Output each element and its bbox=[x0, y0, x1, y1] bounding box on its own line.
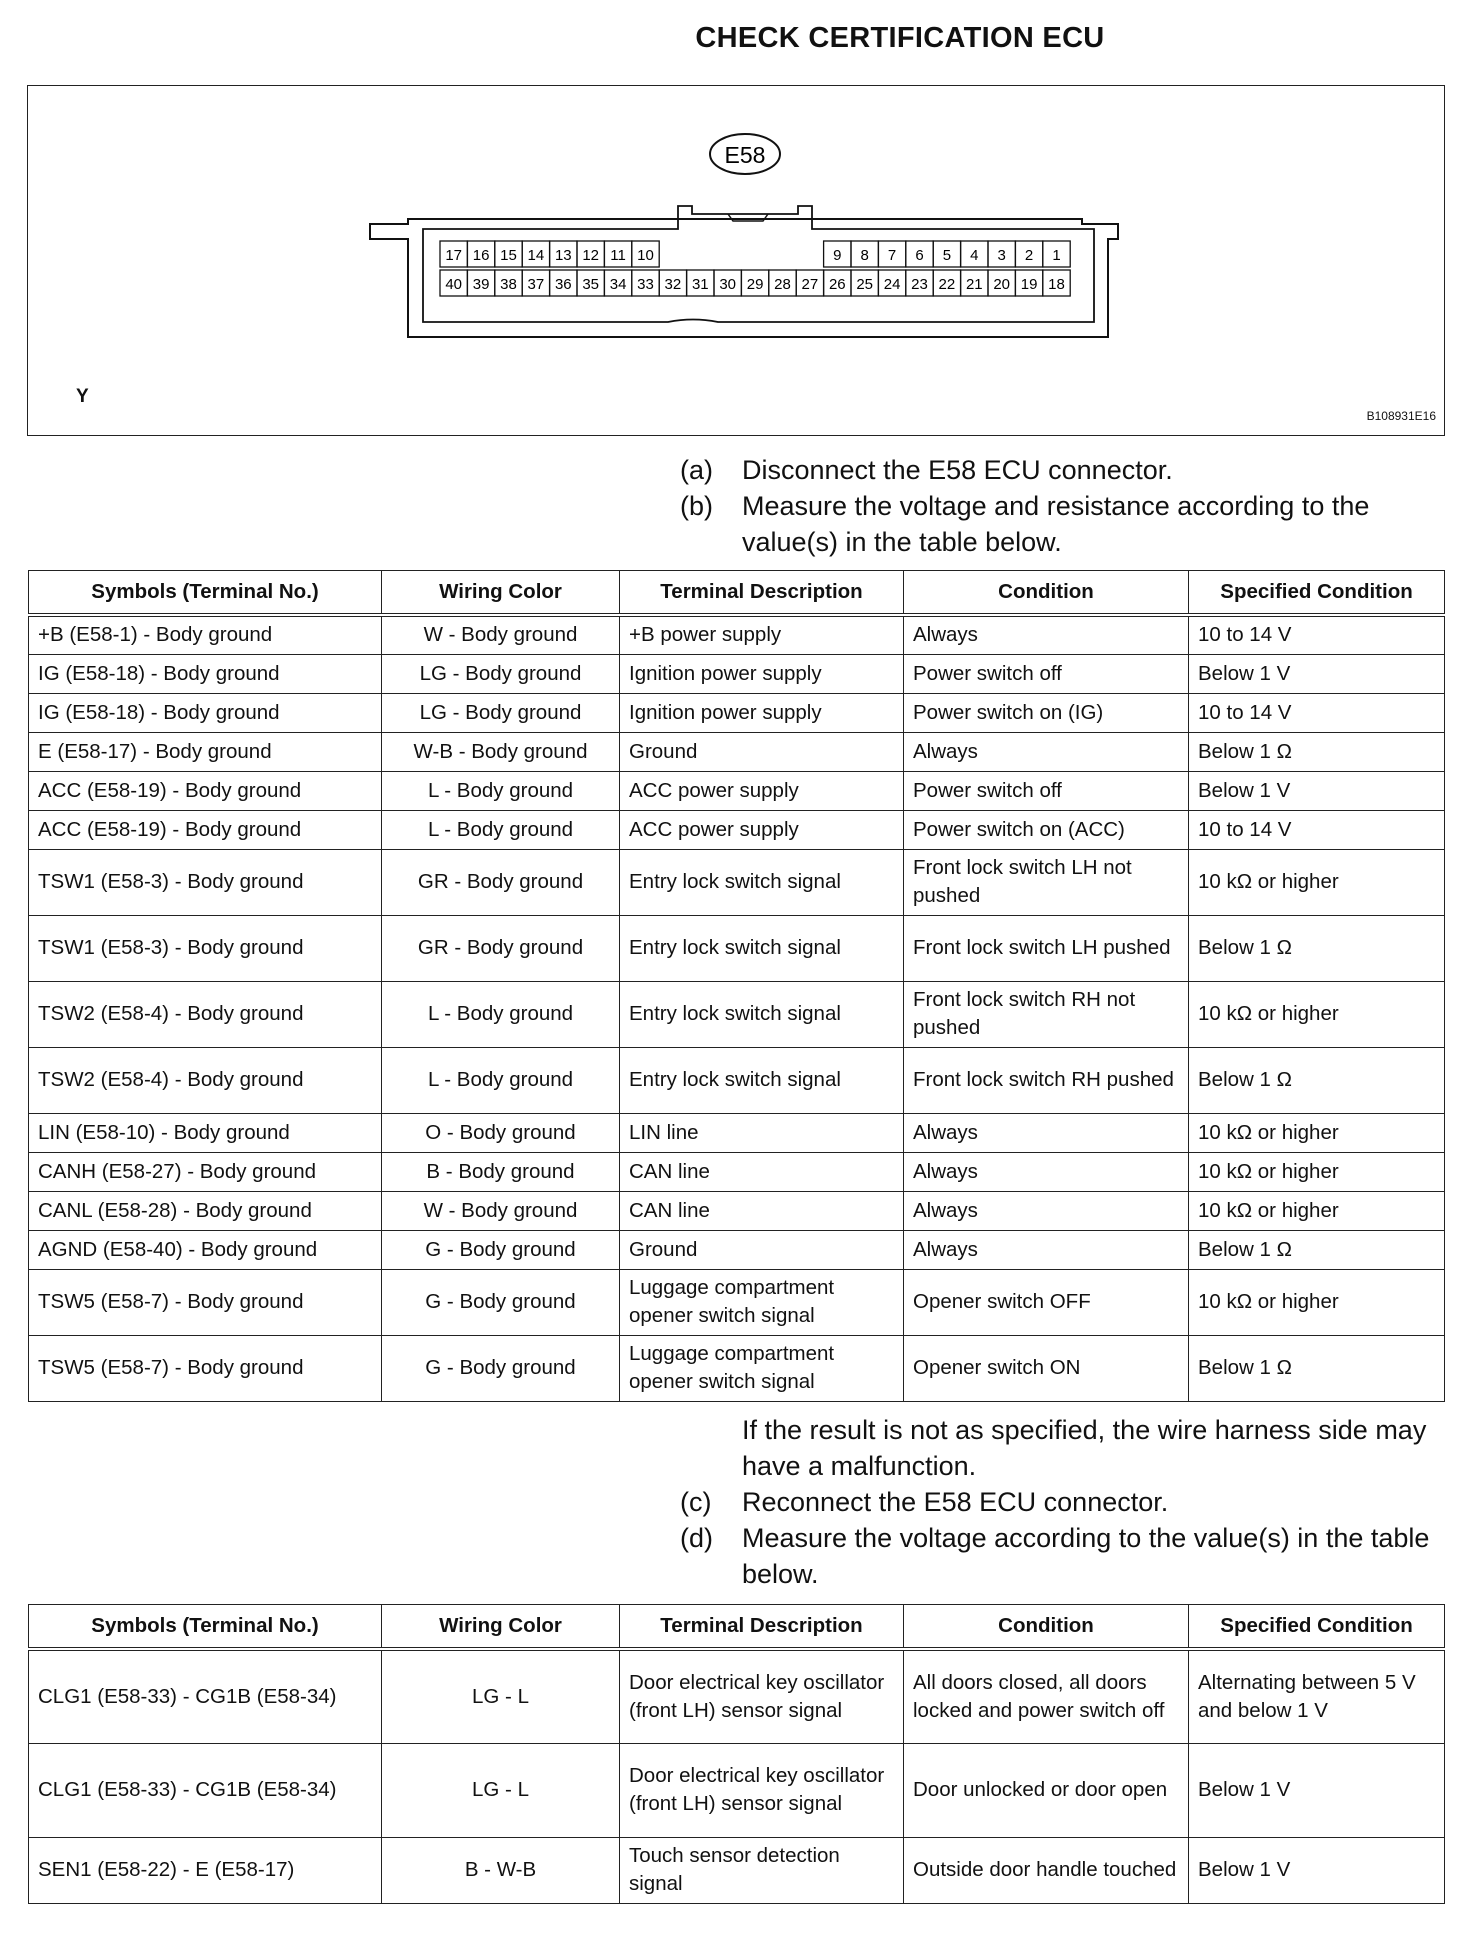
table-row bbox=[29, 915, 1445, 981]
table-cell: Entry lock switch signal bbox=[620, 915, 904, 981]
pin-number: 4 bbox=[970, 247, 979, 264]
table-cell: 10 kΩ or higher bbox=[1189, 1113, 1445, 1152]
pin-number: 18 bbox=[1048, 276, 1065, 293]
pin-number: 31 bbox=[691, 276, 709, 293]
table-cell: L - Body ground bbox=[382, 981, 620, 1047]
table-cell: Ignition power supply bbox=[620, 693, 904, 732]
table-cell: Below 1 Ω bbox=[1189, 915, 1445, 981]
table-cell: W-B - Body ground bbox=[382, 732, 620, 771]
table-cell: 10 kΩ or higher bbox=[1189, 981, 1445, 1047]
table-cell: 10 kΩ or higher bbox=[1189, 1269, 1445, 1335]
table-cell: Always bbox=[904, 1152, 1189, 1191]
table-cell: Always bbox=[904, 1113, 1189, 1152]
table-cell: 10 to 14 V bbox=[1189, 615, 1445, 654]
table-cell: ACC (E58-19) - Body ground bbox=[29, 771, 382, 810]
table-row bbox=[29, 1743, 1445, 1837]
table-cell: Front lock switch LH pushed bbox=[904, 915, 1189, 981]
column-header: Terminal Description bbox=[620, 1605, 904, 1650]
figure-id: B108931E16 bbox=[1366, 409, 1436, 423]
table-row bbox=[29, 615, 1445, 654]
table-cell: L - Body ground bbox=[382, 771, 620, 810]
table-row bbox=[29, 1269, 1445, 1335]
table-cell: Door unlocked or door open bbox=[904, 1743, 1189, 1837]
table-cell: L - Body ground bbox=[382, 1047, 620, 1113]
table-cell: Entry lock switch signal bbox=[620, 1047, 904, 1113]
page-title: CHECK CERTIFICATION ECU bbox=[695, 22, 1105, 54]
table-cell: Ground bbox=[620, 732, 904, 771]
table-cell: ACC power supply bbox=[620, 810, 904, 849]
connector-drawing bbox=[28, 86, 1446, 437]
pin-number: 8 bbox=[860, 247, 869, 264]
pin-number: 33 bbox=[637, 276, 654, 293]
table-row bbox=[29, 1649, 1445, 1743]
step-item bbox=[680, 1520, 1460, 1592]
table-cell: B - W-B bbox=[382, 1837, 620, 1903]
table-cell: W - Body ground bbox=[382, 1191, 620, 1230]
table-cell: Below 1 V bbox=[1189, 654, 1445, 693]
pin-number: 37 bbox=[527, 276, 545, 293]
step-text: Reconnect the E58 ECU connector. bbox=[742, 1487, 1169, 1517]
table-cell: Below 1 V bbox=[1189, 771, 1445, 810]
table-cell: Always bbox=[904, 732, 1189, 771]
table-cell: Entry lock switch signal bbox=[620, 981, 904, 1047]
table-cell: B - Body ground bbox=[382, 1152, 620, 1191]
pin-number: 11 bbox=[610, 247, 626, 264]
table-cell: GR - Body ground bbox=[382, 849, 620, 915]
table-row bbox=[29, 1047, 1445, 1113]
step-label: (a) bbox=[680, 455, 713, 485]
table-cell: TSW1 (E58-3) - Body ground bbox=[29, 915, 382, 981]
column-header: Specified Condition bbox=[1189, 1605, 1445, 1650]
pin-number: 39 bbox=[472, 276, 490, 293]
table-cell: TSW5 (E58-7) - Body ground bbox=[29, 1335, 382, 1401]
table-cell: G - Body ground bbox=[382, 1230, 620, 1269]
table-cell: Always bbox=[904, 615, 1189, 654]
pin-number: 38 bbox=[500, 276, 517, 293]
table-cell: LIN line bbox=[620, 1113, 904, 1152]
table-cell: Touch sensor detection signal bbox=[620, 1837, 904, 1903]
table-cell: +B power supply bbox=[620, 615, 904, 654]
table-cell: 10 kΩ or higher bbox=[1189, 849, 1445, 915]
table-cell: Luggage compartment opener switch signal bbox=[620, 1269, 904, 1335]
table-cell: LIN (E58-10) - Body ground bbox=[29, 1113, 382, 1152]
pin-number: 30 bbox=[719, 276, 737, 293]
pin-number: 24 bbox=[883, 276, 901, 293]
column-header: Specified Condition bbox=[1189, 571, 1445, 616]
table-row bbox=[29, 654, 1445, 693]
pin-number: 15 bbox=[500, 247, 517, 264]
table-row bbox=[29, 771, 1445, 810]
table-cell: CLG1 (E58-33) - CG1B (E58-34) bbox=[29, 1743, 382, 1837]
table-cell: Always bbox=[904, 1191, 1189, 1230]
table-cell: L - Body ground bbox=[382, 810, 620, 849]
table-row bbox=[29, 1191, 1445, 1230]
table-cell: Always bbox=[904, 1230, 1189, 1269]
table-row bbox=[29, 1230, 1445, 1269]
table-cell: Below 1 Ω bbox=[1189, 1335, 1445, 1401]
step-label: (c) bbox=[680, 1487, 712, 1517]
column-header: Wiring Color bbox=[382, 571, 620, 616]
table-cell: Door electrical key oscillator (front LH) sensor signal bbox=[620, 1649, 904, 1743]
view-marker: Y bbox=[76, 386, 89, 407]
table-cell: SEN1 (E58-22) - E (E58-17) bbox=[29, 1837, 382, 1903]
table-cell: 10 kΩ or higher bbox=[1189, 1152, 1445, 1191]
pin-number: 16 bbox=[472, 247, 490, 264]
table-cell: G - Body ground bbox=[382, 1269, 620, 1335]
table-cell: 10 to 14 V bbox=[1189, 810, 1445, 849]
pin-number: 20 bbox=[993, 276, 1011, 293]
table-cell: CAN line bbox=[620, 1191, 904, 1230]
connector-diagram bbox=[27, 85, 1445, 436]
pin-number: 17 bbox=[445, 247, 463, 264]
measurement-table-1 bbox=[28, 570, 1445, 1402]
pin-number: 13 bbox=[554, 247, 572, 264]
table-cell: 10 to 14 V bbox=[1189, 693, 1445, 732]
pin-number: 10 bbox=[637, 247, 654, 264]
pin-number: 19 bbox=[1020, 276, 1038, 293]
pin-number: 9 bbox=[833, 247, 842, 264]
table-row bbox=[29, 810, 1445, 849]
steps-b bbox=[680, 1412, 1460, 1592]
table-cell: ACC power supply bbox=[620, 771, 904, 810]
table-cell: W - Body ground bbox=[382, 615, 620, 654]
pin-number: 22 bbox=[938, 276, 956, 293]
table-cell: IG (E58-18) - Body ground bbox=[29, 654, 382, 693]
connector-label: E58 bbox=[724, 142, 766, 168]
table-cell: Ignition power supply bbox=[620, 654, 904, 693]
pin-number: 25 bbox=[856, 276, 874, 293]
table-cell: Alternating between 5 V and below 1 V bbox=[1189, 1649, 1445, 1743]
pin-number: 7 bbox=[887, 247, 897, 264]
step-item bbox=[680, 1484, 1460, 1520]
table-cell: Power switch off bbox=[904, 771, 1189, 810]
pin-number: 27 bbox=[801, 276, 819, 293]
table-cell: Below 1 V bbox=[1189, 1837, 1445, 1903]
step-text: Disconnect the E58 ECU connector. bbox=[742, 455, 1173, 485]
pin-number: 1 bbox=[1052, 247, 1061, 264]
table-row bbox=[29, 849, 1445, 915]
table-cell: 10 kΩ or higher bbox=[1189, 1191, 1445, 1230]
pin-number: 32 bbox=[664, 276, 682, 293]
step-text: If the result is not as specified, the wire harness side may have a malfunction. bbox=[742, 1415, 1427, 1481]
table-row bbox=[29, 1152, 1445, 1191]
table-cell: Front lock switch LH not pushed bbox=[904, 849, 1189, 915]
table-cell: Opener switch OFF bbox=[904, 1269, 1189, 1335]
table-cell: ACC (E58-19) - Body ground bbox=[29, 810, 382, 849]
table-cell: Ground bbox=[620, 1230, 904, 1269]
pin-number: 40 bbox=[445, 276, 463, 293]
table-cell: Front lock switch RH pushed bbox=[904, 1047, 1189, 1113]
table-cell: AGND (E58-40) - Body ground bbox=[29, 1230, 382, 1269]
table-cell: Power switch on (ACC) bbox=[904, 810, 1189, 849]
table-cell: Below 1 Ω bbox=[1189, 732, 1445, 771]
table-cell: TSW1 (E58-3) - Body ground bbox=[29, 849, 382, 915]
table-cell: CANH (E58-27) - Body ground bbox=[29, 1152, 382, 1191]
table-cell: E (E58-17) - Body ground bbox=[29, 732, 382, 771]
step-text: Measure the voltage and resistance according to the value(s) in the table below. bbox=[742, 491, 1370, 557]
column-header: Condition bbox=[904, 1605, 1189, 1650]
pin-number: 12 bbox=[582, 247, 600, 264]
table-row bbox=[29, 981, 1445, 1047]
table-cell: Below 1 Ω bbox=[1189, 1047, 1445, 1113]
pin-grid bbox=[440, 241, 1070, 296]
pin-number: 26 bbox=[828, 276, 846, 293]
table-cell: Luggage compartment opener switch signal bbox=[620, 1335, 904, 1401]
column-header: Symbols (Terminal No.) bbox=[29, 1605, 382, 1650]
pin-number: 36 bbox=[554, 276, 572, 293]
table-cell: +B (E58-1) - Body ground bbox=[29, 615, 382, 654]
column-header: Wiring Color bbox=[382, 1605, 620, 1650]
pin-number: 23 bbox=[911, 276, 928, 293]
pin-number: 21 bbox=[965, 276, 983, 293]
step-label: (b) bbox=[680, 491, 713, 521]
connector-cavity bbox=[423, 206, 1094, 322]
column-header: Symbols (Terminal No.) bbox=[29, 571, 382, 616]
pin-number: 35 bbox=[582, 276, 600, 293]
table-row bbox=[29, 693, 1445, 732]
step-item bbox=[680, 488, 1460, 560]
pin-number: 14 bbox=[527, 247, 545, 264]
table-cell: LG - Body ground bbox=[382, 654, 620, 693]
table-cell: Power switch on (IG) bbox=[904, 693, 1189, 732]
table-cell: Front lock switch RH not pushed bbox=[904, 981, 1189, 1047]
table-cell: Below 1 Ω bbox=[1189, 1230, 1445, 1269]
table-cell: LG - L bbox=[382, 1743, 620, 1837]
table-cell: Outside door handle touched bbox=[904, 1837, 1189, 1903]
pin-number: 28 bbox=[774, 276, 791, 293]
table-cell: IG (E58-18) - Body ground bbox=[29, 693, 382, 732]
step-item bbox=[680, 452, 1460, 488]
pin-number: 34 bbox=[609, 276, 627, 293]
table-header-row bbox=[29, 571, 1445, 616]
column-header: Condition bbox=[904, 571, 1189, 616]
pin-number: 29 bbox=[746, 276, 764, 293]
step-label: (d) bbox=[680, 1523, 713, 1553]
step-text: Measure the voltage according to the value(s) in the table below. bbox=[742, 1523, 1430, 1589]
table-cell: TSW5 (E58-7) - Body ground bbox=[29, 1269, 382, 1335]
pin-number: 5 bbox=[942, 247, 952, 264]
table-cell: Door electrical key oscillator (front LH) sensor signal bbox=[620, 1743, 904, 1837]
step-item bbox=[680, 1412, 1460, 1484]
table-cell: All doors closed, all doors locked and power switch off bbox=[904, 1649, 1189, 1743]
table-cell: Entry lock switch signal bbox=[620, 849, 904, 915]
table-cell: CANL (E58-28) - Body ground bbox=[29, 1191, 382, 1230]
table-cell: Power switch off bbox=[904, 654, 1189, 693]
table-cell: LG - Body ground bbox=[382, 693, 620, 732]
table-cell: G - Body ground bbox=[382, 1335, 620, 1401]
table-cell: LG - L bbox=[382, 1649, 620, 1743]
column-header: Terminal Description bbox=[620, 571, 904, 616]
table-row bbox=[29, 1113, 1445, 1152]
table-cell: TSW2 (E58-4) - Body ground bbox=[29, 1047, 382, 1113]
table-row bbox=[29, 1335, 1445, 1401]
pin-number: 3 bbox=[997, 247, 1006, 264]
table-cell: Opener switch ON bbox=[904, 1335, 1189, 1401]
table-cell: GR - Body ground bbox=[382, 915, 620, 981]
table-row bbox=[29, 1837, 1445, 1903]
table-row bbox=[29, 732, 1445, 771]
table-cell: O - Body ground bbox=[382, 1113, 620, 1152]
table-cell: CAN line bbox=[620, 1152, 904, 1191]
pin-number: 2 bbox=[1024, 247, 1034, 264]
table-header-row bbox=[29, 1605, 1445, 1650]
table-cell: CLG1 (E58-33) - CG1B (E58-34) bbox=[29, 1649, 382, 1743]
pin-number: 6 bbox=[915, 247, 924, 264]
table-cell: TSW2 (E58-4) - Body ground bbox=[29, 981, 382, 1047]
measurement-table-2 bbox=[28, 1604, 1445, 1904]
table-cell: Below 1 V bbox=[1189, 1743, 1445, 1837]
steps-a bbox=[680, 452, 1460, 560]
